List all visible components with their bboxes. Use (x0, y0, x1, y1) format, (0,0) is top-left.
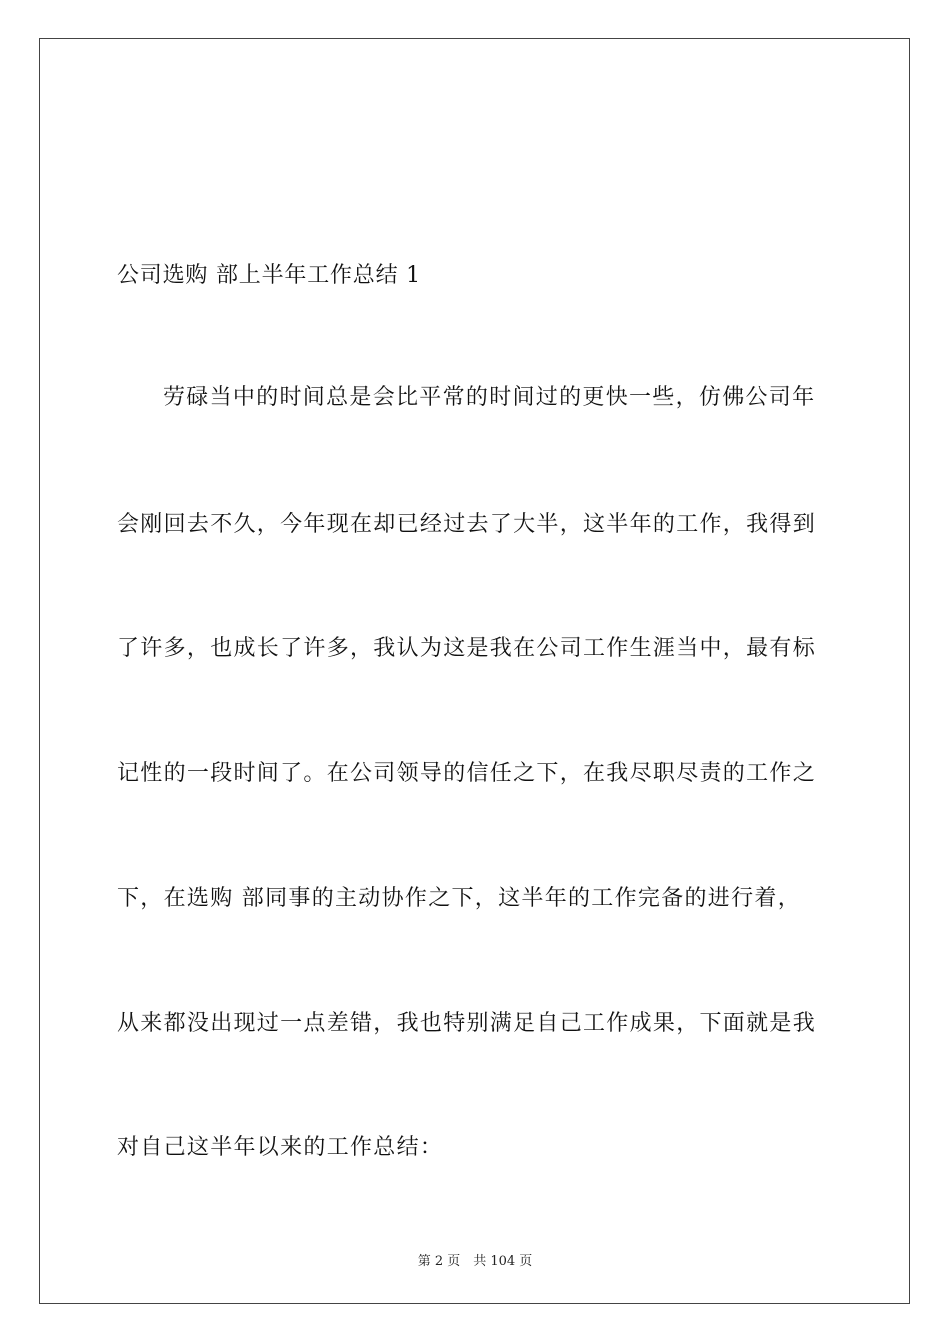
document-title: 公司选购 部上半年工作总结 1 (117, 263, 421, 288)
paragraph-line-6: 从来都没出现过一点差错，我也特别满足自己工作成果，下面就是我 (117, 1011, 817, 1036)
paragraph-line-3: 了许多，也成长了许多，我认为这是我在公司工作生涯当中，最有标 (117, 636, 817, 661)
paragraph-line-2: 会刚回去不久，今年现在却已经过去了大半，这半年的工作，我得到 (117, 512, 817, 537)
paragraph-line-7: 对自己这半年以来的工作总结： (117, 1135, 444, 1160)
page-border (39, 38, 910, 1304)
paragraph-line-4: 记性的一段时间了。在公司领导的信任之下，在我尽职尽责的工作之 (117, 761, 817, 786)
page-number-footer: 第 2 页 共 104 页 (417, 1254, 533, 1269)
paragraph-line-1: 劳碌当中的时间总是会比平常的时间过的更快一些，仿佛公司年 (163, 385, 816, 410)
paragraph-line-5: 下，在选购 部同事的主动协作之下，这半年的工作完备的进行着， (117, 886, 801, 911)
